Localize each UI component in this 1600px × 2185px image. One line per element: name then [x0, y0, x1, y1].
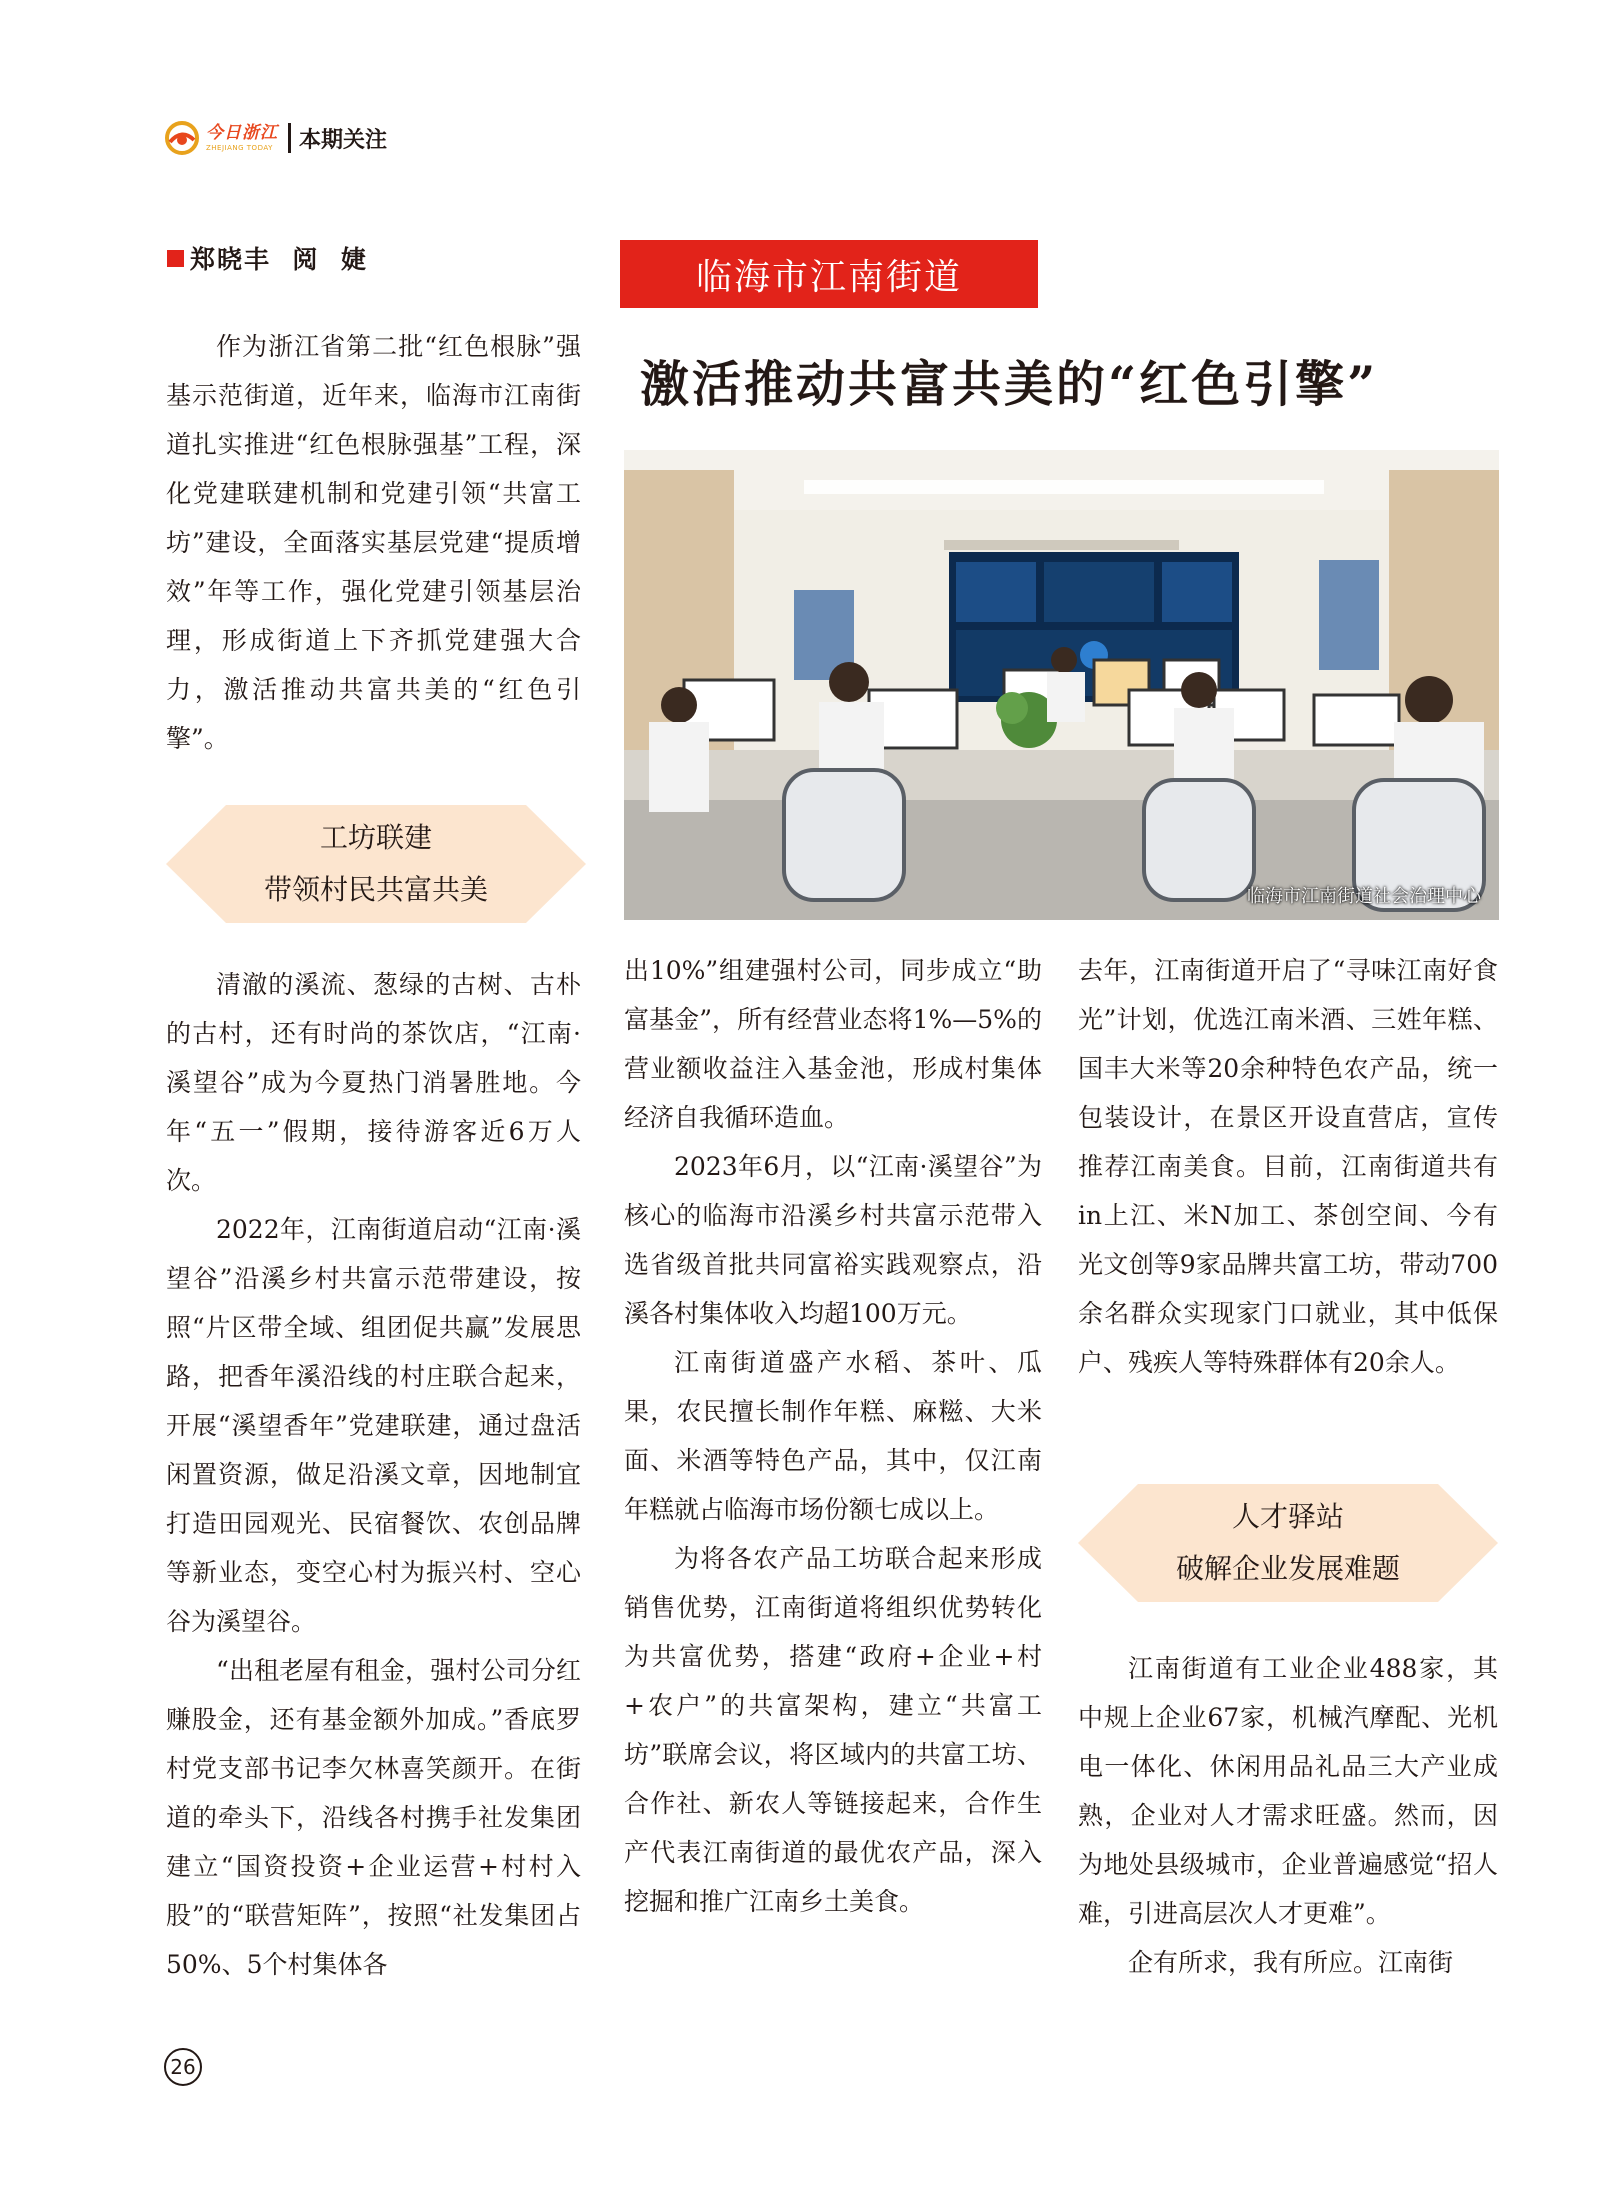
paragraph: 江南街道盛产水稻、茶叶、瓜果，农民擅长制作年糕、麻糍、大米面、米酒等特色产品，其中，仅江南年糕就占临海市场份额七成以上。	[624, 1348, 1042, 1524]
sun-logo-icon	[164, 120, 200, 156]
column-3-top	[1078, 946, 1498, 1387]
photo-caption: 临海市江南街道社会治理中心	[1247, 886, 1481, 907]
paragraph: 江南街道有工业企业488家，其中规上企业67家，机械汽摩配、光机电一体化、休闲用品礼品三大产业成熟，企业对人才需求旺盛。然而，因为地处县级城市，企业普遍感觉“招人难，引进高层次人才更难”。	[1078, 1654, 1498, 1928]
paragraph: 2023年6月，以“江南·溪望谷”为核心的临海市沿溪乡村共富示范带入选省级首批共同富裕实践观察点，沿溪各村集体收入均超100万元。	[624, 1152, 1042, 1328]
byline-square-icon	[167, 250, 184, 267]
page-number: 26	[164, 2048, 202, 2086]
paragraph: “出租老屋有租金，强村公司分红赚股金，还有基金额外加成。”香底罗村党支部书记李欠林喜笑颜开。在街道的牵头下，沿线各村携手社发集团建立“国资投资+企业运营+村村入股”的“联营矩阵”，按照“社发集团占50%、5个村集体各	[166, 1656, 581, 1979]
column-2	[624, 946, 1042, 1926]
paragraph: 企有所求，我有所应。江南街	[1128, 1948, 1454, 1977]
control-room-illustration	[624, 450, 1499, 920]
paragraph-continued: 出10%”组建强村公司，同步成立“助富基金”，所有经营业态将1%—5%的营业额收益注入基金池，形成村集体经济自我循环造血。	[624, 956, 1042, 1132]
paragraph: 清澈的溪流、葱绿的古树、古朴的古村，还有时尚的茶饮店，“江南·溪望谷”成为今夏热门消暑胜地。今年“五一”假期，接待游客近6万人次。	[166, 970, 581, 1195]
paragraph: 2022年，江南街道启动“江南·溪望谷”沿溪乡村共富示范带建设，按照“片区带全域、组团促共赢”发展思路，把香年溪沿线的村庄联合起来，开展“溪望香年”党建联建，通过盘活闲置资源，做足沿溪文章，因地制宜打造田园观光、民宿餐饮、农创品牌等新业态，变空心村为振兴村、空心谷为溪望谷。	[166, 1215, 581, 1636]
logo-wordmark	[206, 122, 278, 152]
byline	[167, 240, 368, 276]
subhead-line2: 带领村民共富共美	[263, 873, 488, 906]
header-divider	[288, 123, 291, 153]
subhead-line2: 破解企业发展难题	[1175, 1552, 1400, 1585]
paragraph: 为将各农产品工坊联合起来形成销售优势，江南街道将组织优势转化为共富优势，搭建“政府+企业+村+农户”的共富架构，建立“共富工坊”联席会议，将区域内的共富工坊、合作社、新农人等链接起来，合作生产代表江南街道的最优农产品，深入挖掘和推广江南乡土美食。	[624, 1544, 1042, 1916]
byline-authors: 郑晓丰 阅 婕	[190, 245, 368, 274]
logo-en: ZHEJIANG TODAY	[206, 143, 273, 152]
subhead-line1: 人才驿站	[1231, 1500, 1344, 1533]
logo-cn: 今日浙江	[206, 122, 278, 143]
subhead-line1: 工坊联建	[319, 821, 432, 854]
column-3-bottom	[1078, 1644, 1498, 1987]
subhead-talent	[1078, 1484, 1498, 1602]
intro-paragraph: 作为浙江省第二批“红色根脉”强基示范街道，近年来，临海市江南街道扎实推进“红色根脉强基”工程，深化党建联建机制和党建引领“共富工坊”建设，全面落实基层党建“提质增效”年等工作，强化党建引领基层治理，形成街道上下齐抓党建强大合力，激活推动共富共美的“红色引擎”。	[166, 332, 581, 753]
magazine-header	[164, 118, 387, 158]
subhead-workshop	[166, 805, 586, 923]
section-title: 本期关注	[299, 127, 388, 153]
column-1	[166, 960, 581, 1989]
intro-paragraph-block	[166, 322, 581, 763]
location-banner: 临海市江南街道	[620, 240, 1038, 308]
article-photo	[624, 450, 1499, 920]
article-headline: 激活推动共富共美的“红色引擎”	[640, 355, 1379, 413]
paragraph-continued: 去年，江南街道开启了“寻味江南好食光”计划，优选江南米酒、三姓年糕、国丰大米等20余种特色农产品，统一包装设计，在景区开设直营店，宣传推荐江南美食。目前，江南街道共有in上江、米N加工、茶创空间、今有光文创等9家品牌共富工坊，带动700余名群众实现家门口就业，其中低保户、残疾人等特殊群体有20余人。	[1078, 956, 1498, 1377]
